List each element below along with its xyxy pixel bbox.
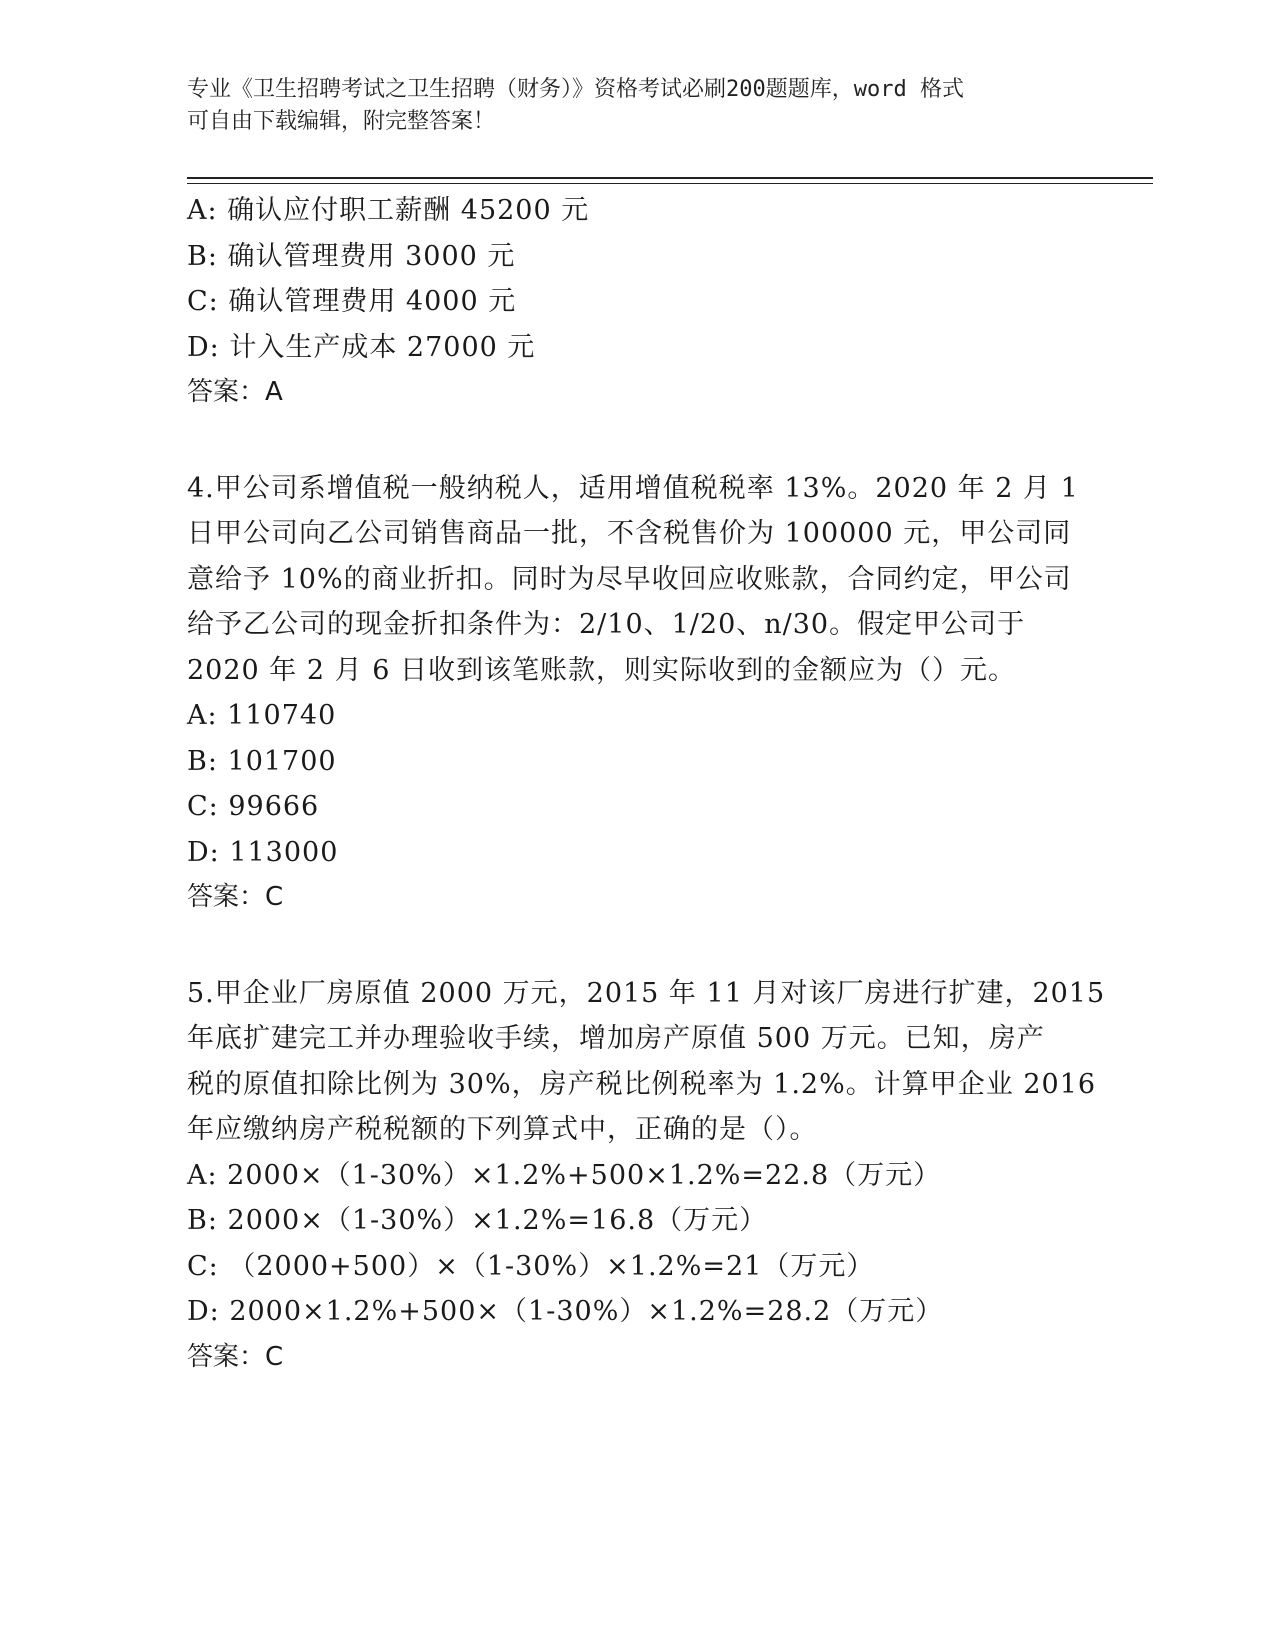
header-line-1: 专业《卫生招聘考试之卫生招聘（财务）》资格考试必刷200题题库，word 格式 <box>187 77 964 102</box>
option-c: C: 确认管理费用 4000 元 <box>187 286 517 317</box>
document-body <box>187 188 1106 1380</box>
option-b: B: 101700 <box>187 745 337 777</box>
option-b: B: 2000×（1-30%）×1.2%=16.8（万元） <box>187 1205 768 1236</box>
document-header <box>187 74 1087 138</box>
header-divider-thick <box>187 177 1153 179</box>
question-gap <box>187 921 1087 971</box>
question-text-line: 2020 年 2 月 6 日收到该笔账款，则实际收到的金额应为（）元。 <box>187 654 1016 686</box>
option-a: A: 110740 <box>187 700 337 731</box>
question-text-line: 税的原值扣除比例为 30%，房产税比例税率为 1.2%。计算甲企业 2016 <box>187 1068 1097 1100</box>
answer-line: 答案：C <box>187 882 284 912</box>
question-gap <box>187 416 1087 466</box>
option-c: C: 99666 <box>187 791 320 822</box>
question-text-line: 日甲公司向乙公司销售商品一批，不含税售价为 100000 元，甲公司同 <box>187 518 1072 549</box>
question-text-line: 给予乙公司的现金折扣条件为：2/10、1/20、n/30。假定甲公司于 <box>187 609 1026 640</box>
option-c: C: （2000+500）×（1-30%）×1.2%=21（万元） <box>187 1250 875 1282</box>
question-4 <box>187 466 1087 921</box>
option-d: D: 计入生产成本 27000 元 <box>187 331 536 363</box>
answer-line: 答案：C <box>187 1341 284 1372</box>
question-text-line: 年应缴纳房产税税额的下列算式中，正确的是（）。 <box>187 1114 818 1145</box>
option-d: D: 2000×1.2%+500×（1-30%）×1.2%=28.2（万元） <box>187 1296 944 1327</box>
question-text-line: 5.甲企业厂房原值 2000 万元，2015 年 11 月对该厂房进行扩建，2015 <box>187 977 1106 1009</box>
answer-line: 答案：A <box>187 377 283 407</box>
header-divider-thin <box>187 183 1153 184</box>
header-line-2: 可自由下载编辑，附完整答案！ <box>187 109 496 134</box>
question-3 <box>187 188 1087 416</box>
option-a: A: 2000×（1-30%）×1.2%+500×1.2%=22.8（万元） <box>187 1159 942 1191</box>
question-text-line: 4.甲公司系增值税一般纳税人，适用增值税税率 13%。2020 年 2 月 1 <box>187 472 1079 504</box>
option-d: D: 113000 <box>187 836 339 868</box>
question-5 <box>187 971 1106 1381</box>
question-text-line: 意给予 10%的商业折扣。同时为尽早收回应收账款，合同约定，甲公司 <box>187 563 1072 595</box>
option-b: B: 确认管理费用 3000 元 <box>187 240 516 272</box>
option-a: A: 确认应付职工薪酬 45200 元 <box>187 195 590 226</box>
question-text-line: 年底扩建完工并办理验收手续，增加房产原值 500 万元。已知，房产 <box>187 1023 1045 1054</box>
